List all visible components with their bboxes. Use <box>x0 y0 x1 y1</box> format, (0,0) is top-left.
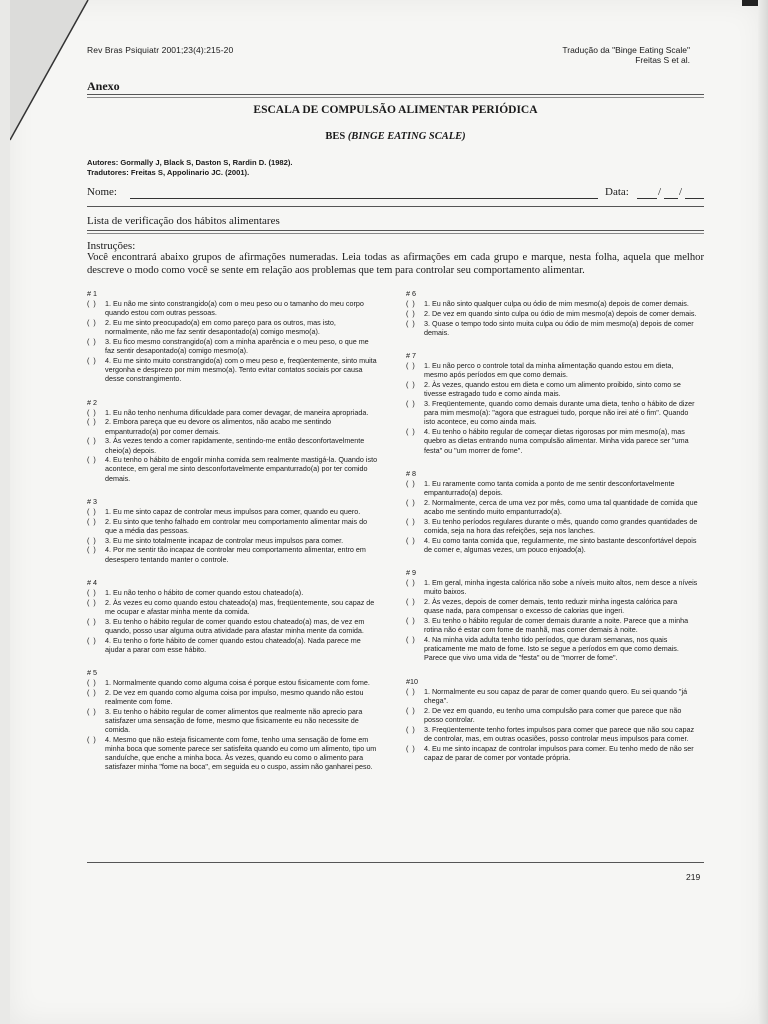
answer-text: 3. Eu tenho o hábito regular de comer demais durante a noite. Parece que a minha rotina não é estar com fome de manhã, mas comer demais à noite. <box>424 616 689 635</box>
question-group <box>406 568 698 663</box>
subtitle-prefix: BES <box>325 131 348 142</box>
answer-option <box>406 380 698 398</box>
answer-text: 3. Quase o tempo todo sinto muita culpa ou ódio de mim mesmo(a) depois de comer demais. <box>424 318 694 337</box>
answer-text: 2. Eu me sinto preocupado(a) em como pareço para os outros, mas isto, normalmente, não me faz sentir desapontado(a) comigo mesmo(a). <box>105 318 336 337</box>
question-group <box>87 668 379 772</box>
answer-option <box>87 436 379 454</box>
answer-option <box>87 299 379 317</box>
divider <box>87 230 704 234</box>
answer-text: 2. Às vezes, depois de comer demais, tento reduzir minha ingesta calórica para quase nada, para compensar o excesso de calorias que ingeri. <box>424 597 678 616</box>
answer-option <box>406 744 698 762</box>
answer-checkbox[interactable]: ( ) <box>87 507 96 517</box>
question-group <box>87 578 379 654</box>
answer-option <box>87 408 379 417</box>
answer-option <box>87 688 379 706</box>
answer-option <box>87 735 379 772</box>
answer-text: 3. Às vezes tendo a comer rapidamente, sentindo-me então desconfortavelmente cheio(a) depois. <box>105 436 365 455</box>
answer-checkbox[interactable]: ( ) <box>87 545 96 555</box>
answer-option <box>87 598 379 616</box>
answer-text: 2. De vez em quando sinto culpa ou ódio de mim mesmo(a) depois de comer demais. <box>424 308 697 318</box>
authors-line: Autores: Gormally J, Black S, Daston S, Rardin D. (1982). <box>87 158 293 167</box>
answer-option <box>87 678 379 687</box>
answer-text: 4. Na minha vida adulta tenho tido períodos, que duram semanas, nos quais praticamente me mato de fome. Isto se segue a períodos em que como demais. Parece que vivo uma vida de "festa" ou de "morrer de fome". <box>424 635 679 663</box>
answer-checkbox[interactable]: ( ) <box>87 337 96 347</box>
answer-text: 2. Eu sinto que tenho falhado em controlar meu comportamento alimentar mais do que a média das pessoas. <box>105 516 368 535</box>
answer-checkbox[interactable]: ( ) <box>406 705 415 715</box>
answer-text: 2. De vez em quando como alguma coisa por impulso, mesmo quando não estou realmente com fome. <box>105 687 364 707</box>
question-group <box>406 289 698 337</box>
answer-option <box>87 636 379 654</box>
running-header <box>562 45 690 65</box>
answer-checkbox[interactable]: ( ) <box>87 734 96 744</box>
questions-left-column <box>87 289 379 786</box>
answer-checkbox[interactable]: ( ) <box>406 361 415 371</box>
answer-checkbox[interactable]: ( ) <box>406 380 415 390</box>
answer-text: 2. De vez em quando, eu tenho uma compulsão para comer que parece que não posso controlar. <box>424 705 682 724</box>
question-group-number: # 8 <box>406 468 416 478</box>
answer-checkbox[interactable]: ( ) <box>87 516 96 526</box>
instructions-heading: Instruções: <box>87 240 136 252</box>
questions-right-column <box>406 289 698 776</box>
date-separator: / <box>679 186 683 198</box>
name-field[interactable] <box>130 198 598 199</box>
answer-option <box>406 319 698 337</box>
answer-option <box>87 617 379 635</box>
answer-checkbox[interactable]: ( ) <box>87 417 96 427</box>
answer-checkbox[interactable]: ( ) <box>406 497 415 507</box>
answer-checkbox[interactable]: ( ) <box>406 724 415 734</box>
translators-line: Tradutores: Freitas S, Appolinario JC. (2001). <box>87 167 250 177</box>
question-group-number: # 6 <box>406 289 416 298</box>
name-label: Nome: <box>87 186 117 198</box>
answer-checkbox[interactable]: ( ) <box>87 587 96 597</box>
answer-checkbox[interactable]: ( ) <box>87 706 96 716</box>
answer-option <box>406 687 698 705</box>
answer-option <box>406 725 698 743</box>
answer-option <box>406 597 698 615</box>
answer-text: 4. Eu me sinto muito constrangido(a) com o meu peso e, freqüentemente, sinto muita vergonha e desprezo por mim mesmo(a). Tento evitar contatos sociais por causa desse constrangimento. <box>105 355 377 384</box>
answer-text: 1. Eu raramente como tanta comida a ponto de me sentir desconfortavelmente empanturrado(a) depois. <box>424 478 675 498</box>
running-header-title: Tradução da "Binge Eating Scale" <box>562 45 690 55</box>
answer-option <box>406 498 698 516</box>
answer-checkbox[interactable]: ( ) <box>406 535 415 545</box>
instructions-text: Você encontrará abaixo grupos de afirmações numeradas. Leia todas as afirmações em cada grupo e marque, nesta folha, aquela que melhor descreve o modo como você se sente em relação aos problemas que tem para controlar seu comportamento alimentar. <box>87 252 704 276</box>
answer-checkbox[interactable]: ( ) <box>87 616 96 626</box>
answer-checkbox[interactable]: ( ) <box>406 686 415 696</box>
answer-checkbox[interactable]: ( ) <box>87 597 96 607</box>
answer-option <box>87 318 379 336</box>
question-group-number: # 3 <box>87 496 97 506</box>
answer-text: 3. Eu me sinto totalmente incapaz de controlar meus impulsos para comer. <box>105 535 344 545</box>
subtitle-italic: (BINGE EATING SCALE) <box>347 131 466 142</box>
divider <box>87 206 704 207</box>
answer-option <box>87 417 379 435</box>
question-group-number: # 5 <box>87 667 97 677</box>
answer-text: 1. Eu não tenho o hábito de comer quando estou chateado(a). <box>105 587 304 597</box>
answer-option <box>406 427 698 455</box>
answer-text: 1. Eu não perco o controle total da minha alimentação quando estou em dieta, mesmo após períodos em que como demais. <box>424 361 674 380</box>
answer-checkbox[interactable]: ( ) <box>87 678 96 688</box>
answer-checkbox[interactable]: ( ) <box>406 635 415 644</box>
date-day-field[interactable] <box>637 198 657 199</box>
question-group <box>406 351 698 455</box>
document-page <box>10 0 762 1024</box>
answer-option <box>87 545 379 563</box>
question-group <box>406 677 698 762</box>
answer-text: 4. Eu tenho o hábito regular de começar dietas rigorosas por mim mesmo(a), mas quebro as dietas entrando numa compulsão alimentar. Minha vida parece ser "uma festa" ou "um morrer de fome". <box>424 427 689 455</box>
annex-heading: Anexo <box>87 79 120 93</box>
answer-checkbox[interactable]: ( ) <box>406 427 415 437</box>
answer-text: 4. Eu tenho o hábito de engolir minha comida sem realmente mastigá-la. Quando isto acontece, em geral me sinto desconfortavelmente empanturrado(a) por ter comido demais. <box>105 455 378 483</box>
answer-text: 3. Eu fico mesmo constrangido(a) com a minha aparência e o meu peso, o que me faz sentir desapontado(a) comigo mesmo(a). <box>105 337 369 356</box>
scale-title: ESCALA DE COMPULSÃO ALIMENTAR PERIÓDICA <box>253 104 538 116</box>
running-header-authors: Freitas S et al. <box>635 55 690 65</box>
answer-checkbox[interactable]: ( ) <box>406 516 415 526</box>
answer-text: 1. Normalmente eu sou capaz de parar de comer quando quero. Eu sei quando "já chega". <box>424 686 688 706</box>
page-edge-shadow <box>758 0 768 1024</box>
question-group-number: # 7 <box>406 351 416 361</box>
answer-checkbox[interactable]: ( ) <box>406 597 415 607</box>
answer-text: 3. Eu tenho períodos regulares durante o mês, quando como grandes quantidades de comida, seja na hora das refeições, seja nos lanches. <box>424 516 698 535</box>
answer-option <box>406 635 698 663</box>
answer-text: 1. Eu me sinto capaz de controlar meus impulsos para comer, quando eu quero. <box>105 507 361 517</box>
answer-checkbox[interactable]: ( ) <box>406 399 415 409</box>
answer-option <box>406 536 698 554</box>
answer-text: 4. Por me sentir tão incapaz de controlar meu comportamento alimentar, entro em desespero tentando manter o controle. <box>105 545 366 564</box>
date-year-field[interactable] <box>685 198 704 199</box>
answer-checkbox[interactable]: ( ) <box>87 355 96 365</box>
question-group <box>87 497 379 564</box>
answer-checkbox[interactable]: ( ) <box>406 318 415 328</box>
answer-text: 4. Eu tenho o forte hábito de comer quando estou chateado(a). Nada parece me ajudar a parar com esse hábito. <box>105 635 361 654</box>
answer-option <box>406 706 698 724</box>
answer-text: 2. Às vezes, quando estou em dieta e como um alimento proibido, sinto como se tivesse estragado tudo e como ainda mais. <box>424 380 681 399</box>
question-group-number: # 4 <box>87 577 97 587</box>
answer-checkbox[interactable]: ( ) <box>406 578 415 588</box>
answer-text: 3. Eu tenho o hábito regular de comer quando estou chateado(a) mas, de vez em quando, posso usar alguma outra atividade para afastar minha mente da comida. <box>105 616 365 635</box>
answer-text: 1. Normalmente quando como alguma coisa é porque estou fisicamente com fome. <box>105 678 370 688</box>
answer-text: 1. Em geral, minha ingesta calórica não sobe a níveis muito altos, nem desce a níveis muito baixos. <box>424 578 698 597</box>
answer-option <box>406 399 698 427</box>
answer-option <box>406 517 698 535</box>
page-fold-shadow <box>10 0 90 150</box>
credits <box>87 158 293 177</box>
question-group <box>406 469 698 554</box>
answer-checkbox[interactable]: ( ) <box>406 743 415 753</box>
answer-checkbox[interactable]: ( ) <box>87 455 96 465</box>
question-group-number: # 2 <box>87 397 97 407</box>
date-month-field[interactable] <box>664 198 678 199</box>
answer-text: 4. Eu me sinto incapaz de controlar impulsos para comer. Eu tenho medo de não ser capaz de parar de comer por vontade própria. <box>424 743 694 762</box>
checklist-heading: Lista de verificação dos hábitos alimentares <box>87 215 280 227</box>
answer-option <box>87 507 379 516</box>
divider <box>87 94 704 98</box>
answer-text: 1. Eu não sinto qualquer culpa ou ódio de mim mesmo(a) depois de comer demais. <box>424 299 689 309</box>
answer-option <box>87 337 379 355</box>
answer-option <box>406 309 698 318</box>
question-group <box>87 289 379 384</box>
answer-text: 1. Eu não tenho nenhuma dificuldade para comer devagar, de maneira apropriada. <box>105 407 369 417</box>
answer-option <box>406 479 698 497</box>
answer-option <box>87 455 379 483</box>
question-group <box>87 398 379 483</box>
answer-checkbox[interactable]: ( ) <box>87 535 96 545</box>
scale-subtitle <box>87 131 704 142</box>
date-label: Data: <box>605 186 629 198</box>
answer-option <box>406 616 698 634</box>
date-separator: / <box>658 186 662 198</box>
answer-option <box>406 361 698 379</box>
answer-checkbox[interactable]: ( ) <box>406 308 415 318</box>
question-group-number: #10 <box>406 676 418 686</box>
answer-checkbox[interactable]: ( ) <box>87 407 96 417</box>
footer-divider <box>87 862 704 863</box>
answer-checkbox[interactable]: ( ) <box>87 436 96 446</box>
answer-option <box>406 578 698 596</box>
question-group-number: # 9 <box>406 568 416 578</box>
page-number: 219 <box>686 872 701 882</box>
answer-checkbox[interactable]: ( ) <box>406 299 415 309</box>
answer-option <box>87 588 379 597</box>
answer-text: 3. Eu tenho o hábito regular de comer alimentos que realmente não aprecio para satisfazer uma sensação de fome, mesmo que fisicamente eu não necessite de comida. <box>105 706 363 735</box>
answer-option <box>406 299 698 308</box>
answer-text: 2. Às vezes eu como quando estou chateado(a) mas, freqüentemente, sou capaz de me ocupar e afastar minha mente da comida. <box>105 597 375 616</box>
answer-text: 4. Eu como tanta comida que, regularmente, me sinto bastante desconfortável depois de comer e, algumas vezes, um pouco enjoado(a). <box>424 535 697 554</box>
answer-checkbox[interactable]: ( ) <box>87 318 96 328</box>
answer-text: 2. Embora pareça que eu devore os alimentos, não acabo me sentindo empanturrado(a) por comer demais. <box>105 417 332 436</box>
answer-text: 3. Freqüentemente tenho fortes impulsos para comer que parece que não sou capaz de controlar, mas, em outras ocasiões, posso controlar meus impulsos para comer. <box>424 724 695 743</box>
question-group-number: # 1 <box>87 289 97 298</box>
answer-text: 4. Mesmo que não esteja fisicamente com fome, tenho uma sensação de fome em minha boca que somente parece ser satisfeita quando eu como um alimento, tipo um sanduíche, que enche a minha boca. Às vezes, quando eu como o alimento para satisfazer minha "fome na boca", em seguida eu o cuspo, assim não ganharei peso. <box>105 734 377 772</box>
answer-option <box>87 356 379 384</box>
answer-checkbox[interactable]: ( ) <box>406 616 415 626</box>
answer-checkbox[interactable]: ( ) <box>87 299 96 309</box>
answer-checkbox[interactable]: ( ) <box>406 478 415 488</box>
answer-option <box>87 536 379 545</box>
answer-checkbox[interactable]: ( ) <box>87 635 96 645</box>
journal-citation: Rev Bras Psiquiatr 2001;23(4):215-20 <box>87 45 234 55</box>
answer-checkbox[interactable]: ( ) <box>87 687 96 697</box>
answer-text: 2. Normalmente, cerca de uma vez por mês, como uma tal quantidade de comida que acabo me sentindo muito empanturrado(a). <box>424 497 698 517</box>
answer-text: 3. Freqüentemente, quando como demais durante uma dieta, tenho o hábito de dizer para mim mesmo(a): "agora que estraguei tudo, porque não irei até o fim". Quando isto acontece, eu como ainda mais. <box>424 399 695 427</box>
answer-option <box>87 517 379 535</box>
answer-text: 1. Eu não me sinto constrangido(a) com o meu peso ou o tamanho do meu corpo quando estou com outras pessoas. <box>105 299 364 318</box>
answer-option <box>87 707 379 735</box>
